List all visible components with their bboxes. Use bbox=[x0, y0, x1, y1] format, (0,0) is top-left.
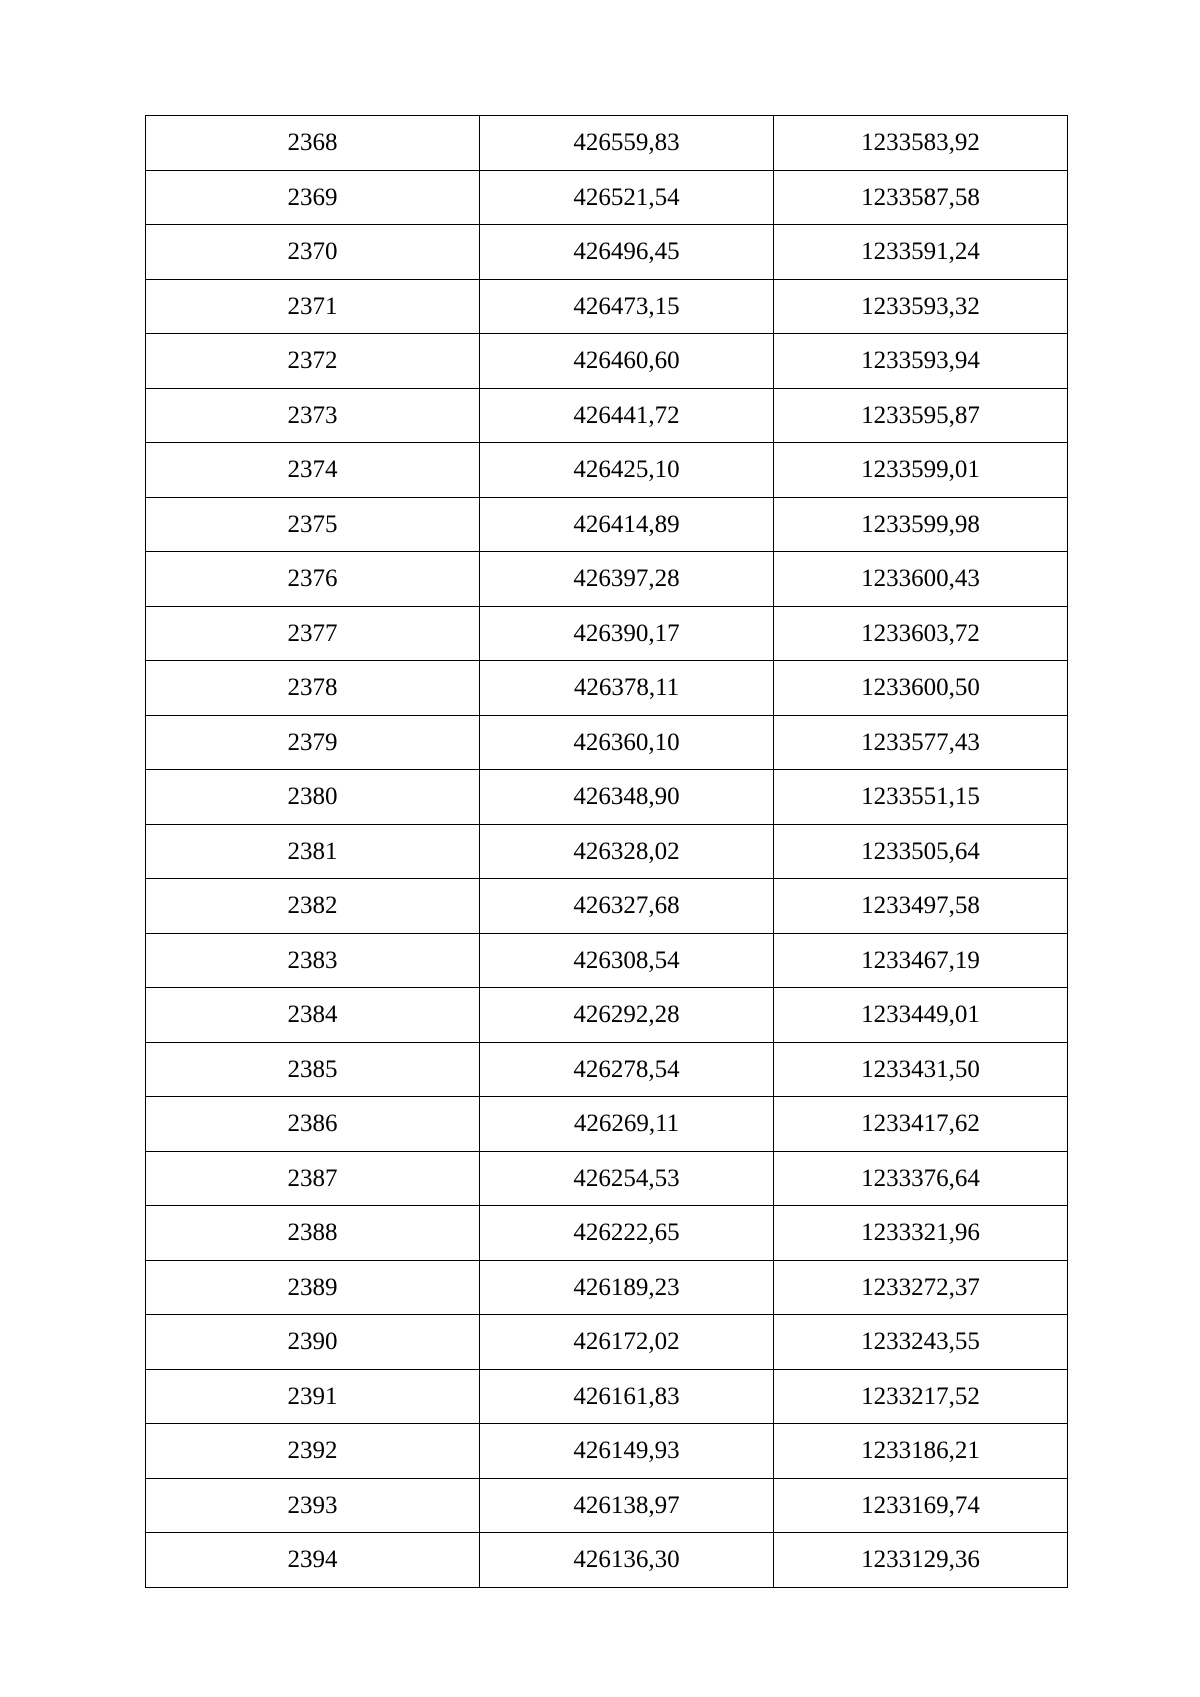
point-number-cell: 2374 bbox=[146, 443, 480, 498]
table-row bbox=[146, 1369, 1068, 1424]
y-coordinate-cell: 1233593,94 bbox=[774, 334, 1068, 389]
point-number-cell: 2371 bbox=[146, 279, 480, 334]
x-coordinate-cell: 426292,28 bbox=[480, 988, 774, 1043]
y-coordinate-cell: 1233551,15 bbox=[774, 770, 1068, 825]
table-row bbox=[146, 497, 1068, 552]
coordinates-table-body bbox=[146, 116, 1068, 1588]
table-row bbox=[146, 715, 1068, 770]
x-coordinate-cell: 426222,65 bbox=[480, 1206, 774, 1261]
table-row bbox=[146, 1097, 1068, 1152]
table-row bbox=[146, 1315, 1068, 1370]
y-coordinate-cell: 1233376,64 bbox=[774, 1151, 1068, 1206]
x-coordinate-cell: 426397,28 bbox=[480, 552, 774, 607]
y-coordinate-cell: 1233497,58 bbox=[774, 879, 1068, 934]
y-coordinate-cell: 1233593,32 bbox=[774, 279, 1068, 334]
point-number-cell: 2373 bbox=[146, 388, 480, 443]
y-coordinate-cell: 1233587,58 bbox=[774, 170, 1068, 225]
point-number-cell: 2390 bbox=[146, 1315, 480, 1370]
table-row bbox=[146, 1533, 1068, 1588]
y-coordinate-cell: 1233417,62 bbox=[774, 1097, 1068, 1152]
y-coordinate-cell: 1233600,43 bbox=[774, 552, 1068, 607]
table-row bbox=[146, 225, 1068, 280]
table-row bbox=[146, 1151, 1068, 1206]
point-number-cell: 2375 bbox=[146, 497, 480, 552]
y-coordinate-cell: 1233217,52 bbox=[774, 1369, 1068, 1424]
y-coordinate-cell: 1233595,87 bbox=[774, 388, 1068, 443]
point-number-cell: 2394 bbox=[146, 1533, 480, 1588]
x-coordinate-cell: 426138,97 bbox=[480, 1478, 774, 1533]
y-coordinate-cell: 1233243,55 bbox=[774, 1315, 1068, 1370]
table-row bbox=[146, 443, 1068, 498]
table-row bbox=[146, 1042, 1068, 1097]
x-coordinate-cell: 426473,15 bbox=[480, 279, 774, 334]
point-number-cell: 2387 bbox=[146, 1151, 480, 1206]
y-coordinate-cell: 1233129,36 bbox=[774, 1533, 1068, 1588]
x-coordinate-cell: 426378,11 bbox=[480, 661, 774, 716]
table-row bbox=[146, 933, 1068, 988]
y-coordinate-cell: 1233449,01 bbox=[774, 988, 1068, 1043]
table-row bbox=[146, 334, 1068, 389]
x-coordinate-cell: 426136,30 bbox=[480, 1533, 774, 1588]
point-number-cell: 2381 bbox=[146, 824, 480, 879]
table-row bbox=[146, 116, 1068, 171]
table-row bbox=[146, 279, 1068, 334]
x-coordinate-cell: 426254,53 bbox=[480, 1151, 774, 1206]
y-coordinate-cell: 1233505,64 bbox=[774, 824, 1068, 879]
point-number-cell: 2380 bbox=[146, 770, 480, 825]
point-number-cell: 2378 bbox=[146, 661, 480, 716]
point-number-cell: 2391 bbox=[146, 1369, 480, 1424]
x-coordinate-cell: 426327,68 bbox=[480, 879, 774, 934]
table-row bbox=[146, 1260, 1068, 1315]
table-row bbox=[146, 988, 1068, 1043]
x-coordinate-cell: 426161,83 bbox=[480, 1369, 774, 1424]
point-number-cell: 2376 bbox=[146, 552, 480, 607]
y-coordinate-cell: 1233431,50 bbox=[774, 1042, 1068, 1097]
x-coordinate-cell: 426559,83 bbox=[480, 116, 774, 171]
table-row bbox=[146, 606, 1068, 661]
y-coordinate-cell: 1233577,43 bbox=[774, 715, 1068, 770]
point-number-cell: 2385 bbox=[146, 1042, 480, 1097]
y-coordinate-cell: 1233591,24 bbox=[774, 225, 1068, 280]
y-coordinate-cell: 1233599,98 bbox=[774, 497, 1068, 552]
x-coordinate-cell: 426425,10 bbox=[480, 443, 774, 498]
x-coordinate-cell: 426269,11 bbox=[480, 1097, 774, 1152]
y-coordinate-cell: 1233321,96 bbox=[774, 1206, 1068, 1261]
x-coordinate-cell: 426189,23 bbox=[480, 1260, 774, 1315]
point-number-cell: 2392 bbox=[146, 1424, 480, 1479]
table-row bbox=[146, 824, 1068, 879]
table-row bbox=[146, 879, 1068, 934]
point-number-cell: 2388 bbox=[146, 1206, 480, 1261]
y-coordinate-cell: 1233603,72 bbox=[774, 606, 1068, 661]
table-row bbox=[146, 388, 1068, 443]
x-coordinate-cell: 426441,72 bbox=[480, 388, 774, 443]
x-coordinate-cell: 426328,02 bbox=[480, 824, 774, 879]
y-coordinate-cell: 1233600,50 bbox=[774, 661, 1068, 716]
point-number-cell: 2368 bbox=[146, 116, 480, 171]
table-row bbox=[146, 770, 1068, 825]
table-row bbox=[146, 1478, 1068, 1533]
x-coordinate-cell: 426308,54 bbox=[480, 933, 774, 988]
y-coordinate-cell: 1233599,01 bbox=[774, 443, 1068, 498]
y-coordinate-cell: 1233583,92 bbox=[774, 116, 1068, 171]
x-coordinate-cell: 426149,93 bbox=[480, 1424, 774, 1479]
x-coordinate-cell: 426414,89 bbox=[480, 497, 774, 552]
x-coordinate-cell: 426348,90 bbox=[480, 770, 774, 825]
point-number-cell: 2386 bbox=[146, 1097, 480, 1152]
x-coordinate-cell: 426390,17 bbox=[480, 606, 774, 661]
coordinates-table bbox=[145, 115, 1068, 1588]
y-coordinate-cell: 1233186,21 bbox=[774, 1424, 1068, 1479]
point-number-cell: 2369 bbox=[146, 170, 480, 225]
y-coordinate-cell: 1233169,74 bbox=[774, 1478, 1068, 1533]
point-number-cell: 2389 bbox=[146, 1260, 480, 1315]
x-coordinate-cell: 426496,45 bbox=[480, 225, 774, 280]
table-row bbox=[146, 1206, 1068, 1261]
point-number-cell: 2384 bbox=[146, 988, 480, 1043]
point-number-cell: 2382 bbox=[146, 879, 480, 934]
point-number-cell: 2370 bbox=[146, 225, 480, 280]
x-coordinate-cell: 426278,54 bbox=[480, 1042, 774, 1097]
y-coordinate-cell: 1233272,37 bbox=[774, 1260, 1068, 1315]
table-row bbox=[146, 552, 1068, 607]
point-number-cell: 2377 bbox=[146, 606, 480, 661]
point-number-cell: 2393 bbox=[146, 1478, 480, 1533]
table-row bbox=[146, 170, 1068, 225]
x-coordinate-cell: 426360,10 bbox=[480, 715, 774, 770]
x-coordinate-cell: 426521,54 bbox=[480, 170, 774, 225]
point-number-cell: 2383 bbox=[146, 933, 480, 988]
x-coordinate-cell: 426460,60 bbox=[480, 334, 774, 389]
point-number-cell: 2372 bbox=[146, 334, 480, 389]
table-row bbox=[146, 1424, 1068, 1479]
y-coordinate-cell: 1233467,19 bbox=[774, 933, 1068, 988]
point-number-cell: 2379 bbox=[146, 715, 480, 770]
table-row bbox=[146, 661, 1068, 716]
x-coordinate-cell: 426172,02 bbox=[480, 1315, 774, 1370]
